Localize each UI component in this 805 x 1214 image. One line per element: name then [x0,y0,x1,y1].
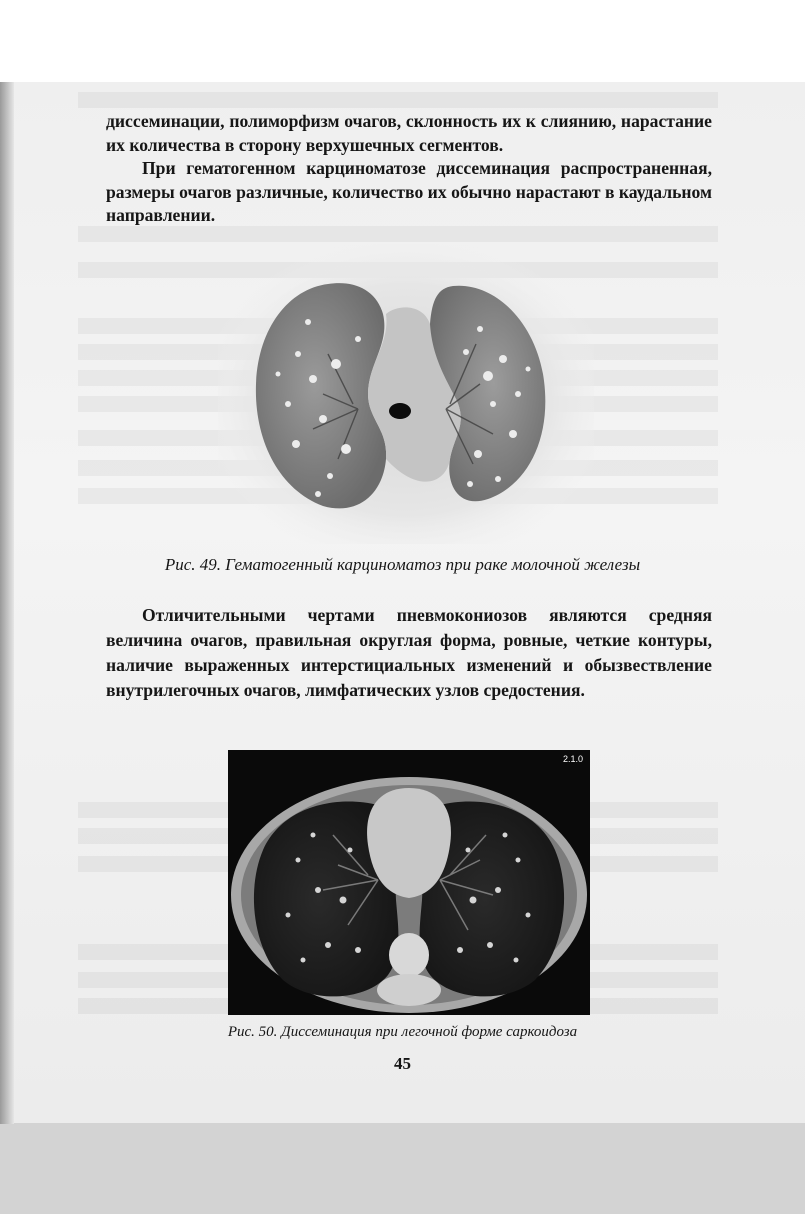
paragraph-1: диссеминации, полиморфизм очагов, склонность их к слиянию, нарастание их количества в сторону верхушечных сегментов. [106,111,712,155]
paragraph-3: Отличительными чертами пневмокониозов являются средняя величина очагов, правильная округлая форма, ровные, четкие контуры, наличие выраженных интерстициальных изменений и обызвествление внутрилегочных очагов, лимфатических узлов средостения. [106,605,712,700]
figure-49-ct-image [218,244,594,544]
footer-band [0,1123,805,1214]
figure-50-ct-image [228,750,590,1015]
figure-50-corner-label: 2.1.0 [562,754,583,764]
figure-49-caption: Рис. 49. Гематогенный карциноматоз при раке молочной железы [164,555,641,574]
scan-edge [0,82,14,1124]
paragraph-2: При гематогенном карциноматозе диссеминация распространенная, размеры очагов различные, количество их обычно нарастают в каудальном направлении. [106,158,712,225]
page-number: 45 [394,1054,411,1073]
figure-50-caption: Рис. 50. Диссеминация при легочной форме саркоидоза [227,1024,578,1040]
